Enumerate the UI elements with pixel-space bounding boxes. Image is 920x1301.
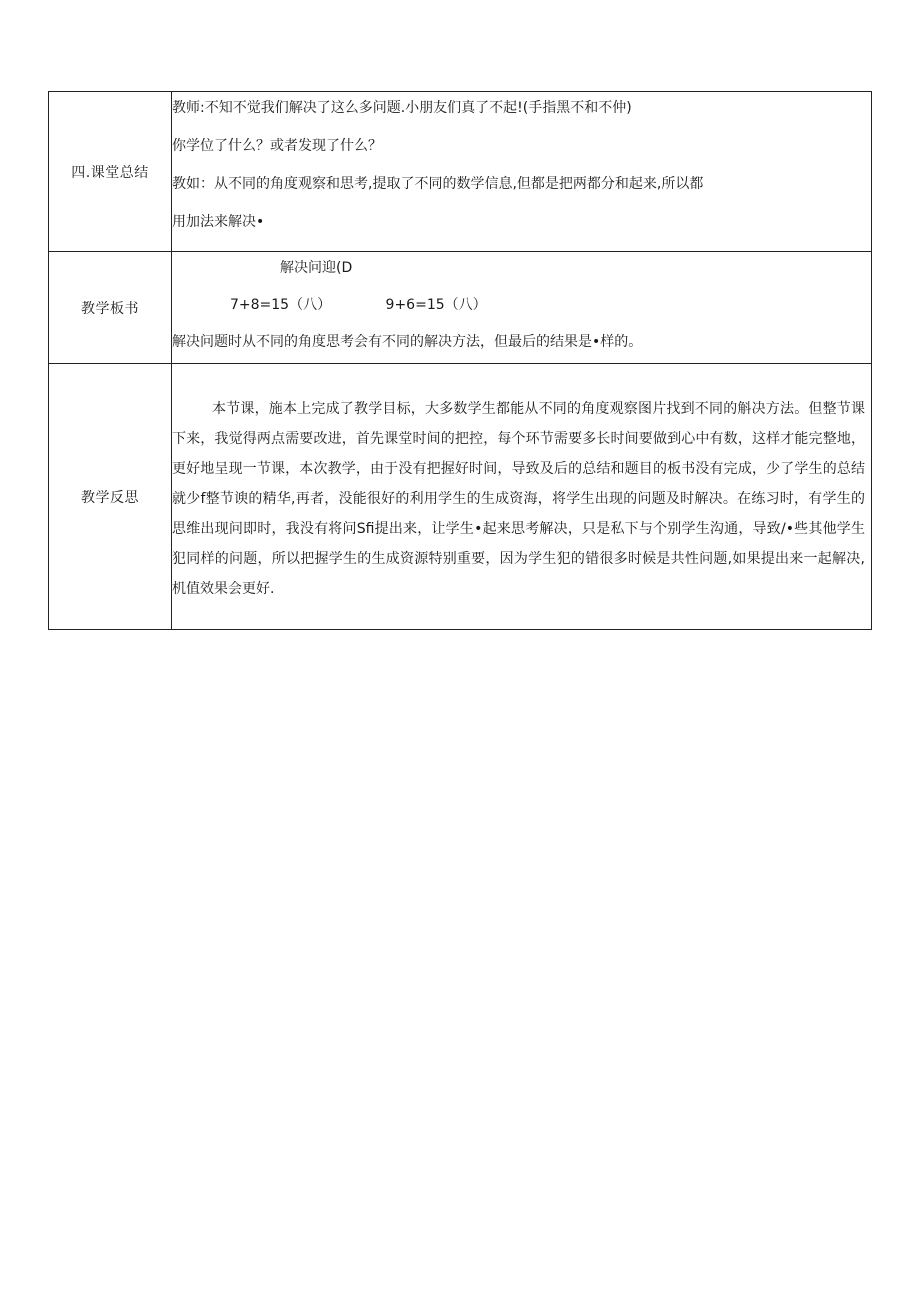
summary-label: 四.课堂总结: [49, 92, 172, 252]
reflection-content: [172, 364, 872, 630]
board-note: 解决问题时从不同的角度思考会有不同的解决方法，但最后的结果是•样的。: [172, 334, 643, 350]
summary-line: 用加法来解决•: [172, 214, 265, 230]
summary-row: [49, 92, 872, 252]
reflection-row: [49, 364, 872, 630]
board-title: 解决问迎(D: [280, 260, 353, 276]
reflection-paragraph: 本节课，施本上完成了教学目标，大多数学生都能从不同的角度观察图片找到不同的斛决方法。但整节课下来，我觉得两点需要改进，首先课堂时间的把控，每个环节需要多长时间要做到心中有数，这样才能完整地，更好地呈现一节课，本次教学，由于没有把握好时间，导致及后的总结和题目的板书没有完成，少了学生的总结就少f整节谀的精华,再者，没能很好的利用学生的生成资海，将学生出现的问题及时解决。在练习时，有学生的思维出现问即时，我没有将问Sfi提出来，让学生•起来思考解决，只是私下与个别学生沟通，导致/•些其他学生犯同样的问题，所以把握学生的生成资源特别重要，因为学生犯的错很多时候是共性问题,如果提出来一起解决,机值效果会更好.: [172, 401, 865, 597]
board-content: [172, 252, 872, 364]
lesson-table: [48, 91, 872, 630]
summary-line: 教如：从不同的角度观察和思考,提取了不同的数学信息,但都是把两都分和起来,所以都: [172, 176, 704, 192]
summary-content: [172, 92, 872, 252]
summary-line: 你学位了什么？或者发现了什么？: [172, 138, 382, 154]
reflection-label: 教学反思: [49, 364, 172, 630]
board-row: [49, 252, 872, 364]
board-label: 教学板书: [49, 252, 172, 364]
equation: 7+8=15（八）: [230, 297, 332, 313]
equation: 9+6=15（八）: [385, 297, 487, 313]
summary-line: 教师:不知不觉我们解决了这么多问题.小朋友们真了不起!(手指黑不和不仲): [172, 100, 632, 116]
board-equations: [172, 294, 871, 314]
